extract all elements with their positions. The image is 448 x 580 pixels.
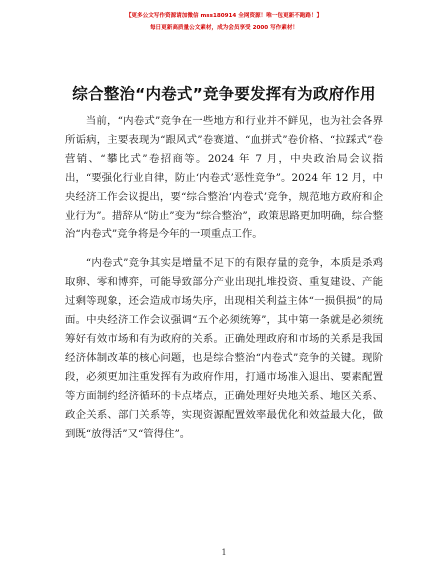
paragraph-2: “内卷式”竞争其实是增量不足下的有限存量的竞争，本质是杀鸡取卵、零和博弈，可能导致部分产业出现扎堆投资、重复建设、产能过剩等现象，还会造成市场失序，出现相关利益主体“一损俱损”的局面。中央经济工作会议强调“五个必须统筹”，其中第一条就是必须统筹好有效市场和有为政府的关系。正确处理政府和市场的关系是我国经济体制改革的核心问题，也是综合整治“内卷式”竞争的关键。现阶段，必须更加注重发挥有为政府作用，打通市场准入退出、要素配置等方面制约经济循环的卡点堵点，正确处理好央地关系、地区关系、政企关系、部门关系等，实现资源配置效率最优化和效益最大化，做到既“放得活”又“管得住”。: [65, 257, 383, 440]
paragraph-1: 当前，“内卷式”竞争在一些地方和行业并不鲜见，也为社会各界所诟病，主要表现为“跟风式”卷赛道、“血拼式”卷价格、“拉踩式”卷营销、“攀比式”卷招商等。2024 年 7 月，中央政治局会议指出，“要强化行业自律，防止‘内卷式’恶性竞争”。2024 年 12 月，中央经济工作会议提出，要“综合整治‘内卷式’竞争，规范地方政府和企业行为”。措辞从“防止”变为“综合整治”，政策思路更加明确，综合整治“内卷式”竞争将是今年的一项重点工作。: [65, 115, 383, 241]
document-body: [65, 112, 383, 453]
promo-banner: [0, 10, 448, 34]
page-number: 1: [221, 548, 227, 557]
promo-banner-line-1: 【更多公文写作资源请加微信 mss180914 全网资源！唯一包更新不跑路！】: [125, 13, 323, 19]
document-title: 综合整治“内卷式”竞争要发挥有为政府作用: [72, 85, 376, 103]
promo-banner-line-2: 每日更新高质量公文素材，成为会员享受 2000 写作素材！: [149, 25, 299, 31]
